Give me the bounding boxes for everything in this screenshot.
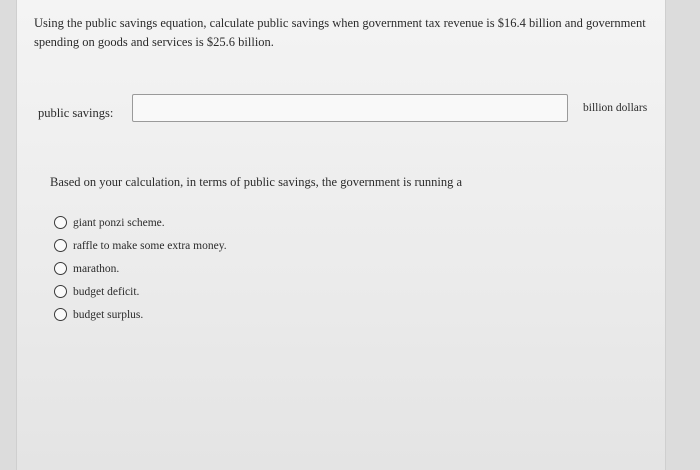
radio-button-icon[interactable] — [54, 239, 67, 252]
option-budget-deficit[interactable] — [54, 280, 227, 303]
option-marathon[interactable] — [54, 257, 227, 280]
option-label: budget surplus. — [73, 308, 144, 321]
option-budget-surplus[interactable] — [54, 303, 227, 326]
radio-button-icon[interactable] — [54, 308, 67, 321]
option-raffle[interactable] — [54, 234, 227, 257]
question-page — [16, 0, 666, 470]
question-text: Using the public savings equation, calculate public savings when government tax revenue is $16.4 billion and government spending on goods and services is $25.6 billion. — [34, 16, 646, 49]
option-label: giant ponzi scheme. — [73, 216, 165, 229]
option-label: marathon. — [73, 262, 120, 275]
option-label: raffle to make some extra money. — [73, 239, 227, 252]
option-giant-ponzi-scheme[interactable] — [54, 211, 227, 234]
public-savings-label: public savings: — [38, 106, 114, 120]
answer-options — [54, 211, 227, 326]
follow-up-prompt: Based on your calculation, in terms of public savings, the government is running a — [50, 175, 463, 189]
radio-button-icon[interactable] — [54, 216, 67, 229]
radio-button-icon[interactable] — [54, 262, 67, 275]
radio-button-icon[interactable] — [54, 285, 67, 298]
unit-label: billion dollars — [583, 102, 648, 114]
public-savings-input[interactable] — [132, 94, 568, 122]
option-label: budget deficit. — [73, 285, 140, 298]
